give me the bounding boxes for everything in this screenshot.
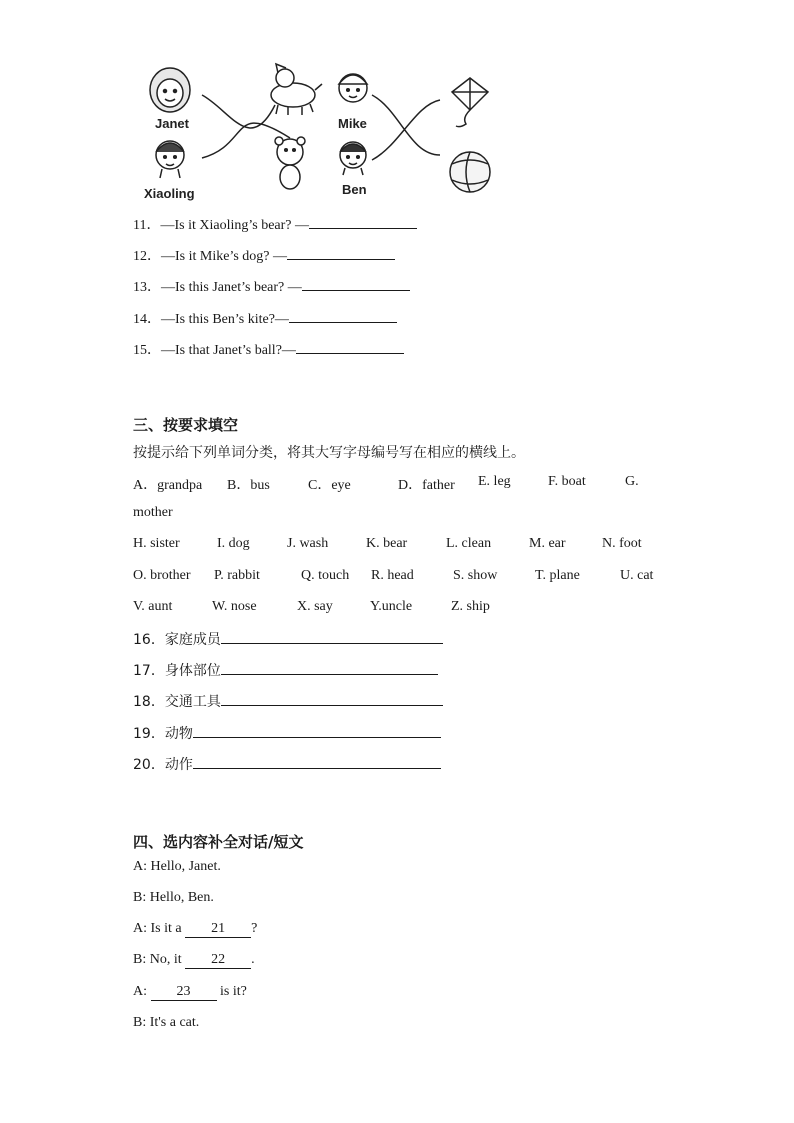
question-20 <box>133 754 441 774</box>
dialogue-line: A: Hello, Janet. <box>133 859 221 874</box>
name-mike: Mike <box>338 116 367 131</box>
dialogue-text: B: No, it <box>133 952 182 967</box>
dog-icon <box>271 64 322 115</box>
word-option: O. brother <box>133 568 191 583</box>
word-option: C．eye <box>308 478 351 493</box>
name-janet: Janet <box>155 116 189 131</box>
dialogue-text: . <box>251 952 255 967</box>
answer-blank-12[interactable] <box>287 245 395 260</box>
answer-blank-23[interactable]: 23 <box>151 984 217 1001</box>
question-14-text: 14．—Is this Ben’s kite?— <box>133 312 289 327</box>
word-option: G. <box>625 474 639 489</box>
question-14 <box>133 308 397 328</box>
word-option: S. show <box>453 568 498 583</box>
word-option: L. clean <box>446 536 492 551</box>
question-12-text: 12．—Is it Mike’s dog? — <box>133 249 287 264</box>
word-option: I. dog <box>217 536 250 551</box>
word-option: Z. ship <box>451 599 490 614</box>
answer-blank-17[interactable] <box>221 660 438 675</box>
matching-figure <box>140 60 500 205</box>
mike-portrait-icon <box>339 74 367 102</box>
matching-illustration <box>140 60 500 205</box>
name-ben: Ben <box>342 182 367 197</box>
question-20-text: 20．动作 <box>133 757 193 773</box>
answer-blank-18[interactable] <box>221 691 443 706</box>
answer-blank-14[interactable] <box>289 308 397 323</box>
question-18-text: 18．交通工具 <box>133 694 221 710</box>
match-line <box>372 100 440 160</box>
ben-portrait-icon <box>340 142 366 175</box>
answer-blank-22[interactable]: 22 <box>185 952 251 969</box>
word-option: R. head <box>371 568 414 583</box>
word-option: M. ear <box>529 536 566 551</box>
dialogue-text: ? <box>251 921 258 936</box>
dialogue-line <box>133 984 247 1001</box>
word-option: F. boat <box>548 474 586 489</box>
section-4-title: 四、选内容补全对话/短文 <box>133 833 304 851</box>
word-option: N. foot <box>602 536 642 551</box>
answer-blank-15[interactable] <box>296 339 404 354</box>
question-12 <box>133 245 395 265</box>
question-11-text: 11．—Is it Xiaoling’s bear? — <box>133 218 310 233</box>
question-11 <box>133 214 417 234</box>
name-xiaoling: Xiaoling <box>144 186 195 201</box>
word-option: mother <box>133 505 173 520</box>
word-option: E. leg <box>478 474 511 489</box>
dialogue-text: is it? <box>220 984 247 999</box>
match-line <box>202 95 275 128</box>
word-option: P. rabbit <box>214 568 260 583</box>
word-option: K. bear <box>366 536 408 551</box>
dialogue-line <box>133 952 255 969</box>
word-option: J. wash <box>287 536 329 551</box>
answer-blank-20[interactable] <box>193 754 441 769</box>
word-option: Q. touch <box>301 568 350 583</box>
dialogue-text: A: Is it a <box>133 921 182 936</box>
xiaoling-portrait-icon <box>156 141 184 178</box>
word-option: Y.uncle <box>370 599 413 614</box>
word-option: T. plane <box>535 568 580 583</box>
kite-icon <box>452 78 488 127</box>
question-13 <box>133 276 410 296</box>
word-option: B．bus <box>227 478 270 493</box>
dialogue-line: B: It's a cat. <box>133 1015 200 1030</box>
answer-blank-11[interactable] <box>309 214 417 229</box>
question-17-text: 17．身体部位 <box>133 663 221 679</box>
answer-blank-16[interactable] <box>221 629 443 644</box>
word-option: A．grandpa <box>133 478 203 493</box>
question-18 <box>133 691 443 711</box>
answer-blank-19[interactable] <box>193 723 441 738</box>
janet-portrait-icon <box>150 68 190 112</box>
section-3-instruction: 按提示给下列单词分类，将其大写字母编号写在相应的横线上。 <box>133 445 525 461</box>
word-option: X. say <box>297 599 333 614</box>
question-15-text: 15．—Is that Janet’s ball?— <box>133 343 296 358</box>
ball-icon <box>450 152 490 192</box>
bear-icon <box>275 137 305 189</box>
word-option: V. aunt <box>133 599 173 614</box>
word-option: U. cat <box>620 568 654 583</box>
question-19 <box>133 723 441 743</box>
question-17 <box>133 660 438 680</box>
question-16 <box>133 629 443 649</box>
word-option: D．father <box>398 478 455 493</box>
word-option: H. sister <box>133 536 180 551</box>
dialogue-line <box>133 921 257 938</box>
answer-blank-21[interactable]: 21 <box>185 921 251 938</box>
answer-blank-13[interactable] <box>302 276 410 291</box>
section-3-title: 三、按要求填空 <box>133 416 239 434</box>
word-option: W. nose <box>212 599 257 614</box>
question-13-text: 13．—Is this Janet’s bear? — <box>133 280 302 295</box>
dialogue-text: A: <box>133 984 147 999</box>
question-16-text: 16．家庭成员 <box>133 632 221 648</box>
question-19-text: 19．动物 <box>133 726 193 742</box>
dialogue-line: B: Hello, Ben. <box>133 890 214 905</box>
question-15 <box>133 339 404 359</box>
